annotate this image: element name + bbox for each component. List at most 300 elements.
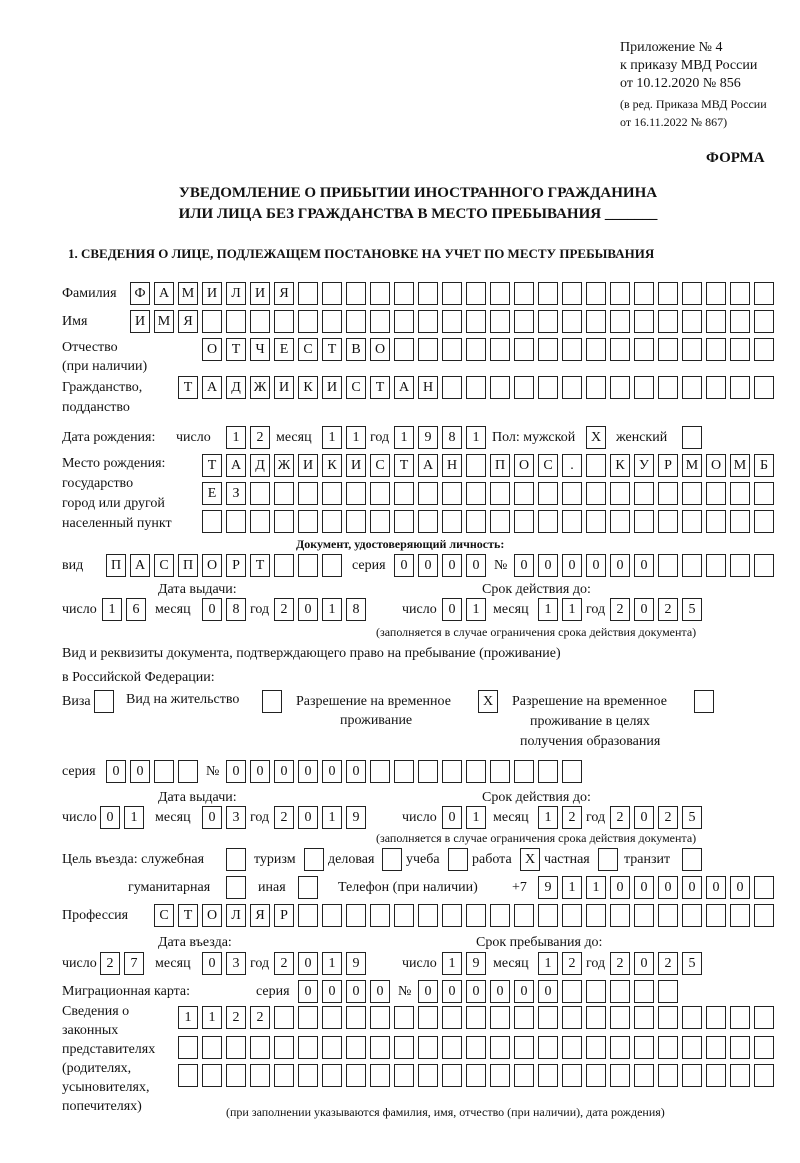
- char-box[interactable]: [706, 904, 726, 927]
- char-box[interactable]: [586, 1064, 606, 1087]
- char-box[interactable]: [610, 980, 630, 1003]
- char-box[interactable]: [298, 1006, 318, 1029]
- char-box[interactable]: 0: [538, 980, 558, 1003]
- char-box[interactable]: [322, 1006, 342, 1029]
- char-box[interactable]: [658, 510, 678, 533]
- char-box[interactable]: [730, 376, 750, 399]
- char-box[interactable]: 0: [682, 876, 702, 899]
- char-box[interactable]: [586, 1006, 606, 1029]
- char-box[interactable]: 2: [658, 598, 678, 621]
- char-box[interactable]: 0: [442, 554, 462, 577]
- char-box[interactable]: 1: [394, 426, 414, 449]
- char-box[interactable]: [610, 1064, 630, 1087]
- char-box[interactable]: [490, 310, 510, 333]
- char-box[interactable]: И: [274, 376, 294, 399]
- char-box[interactable]: [250, 1036, 270, 1059]
- char-box[interactable]: [562, 904, 582, 927]
- char-box[interactable]: [634, 510, 654, 533]
- char-box[interactable]: [298, 482, 318, 505]
- char-box[interactable]: [466, 760, 486, 783]
- char-box[interactable]: [298, 310, 318, 333]
- char-box[interactable]: [490, 904, 510, 927]
- char-box[interactable]: [514, 482, 534, 505]
- char-box[interactable]: [730, 310, 750, 333]
- char-box[interactable]: [442, 1064, 462, 1087]
- char-box[interactable]: [370, 510, 390, 533]
- char-box[interactable]: [754, 876, 774, 899]
- char-box[interactable]: [706, 1064, 726, 1087]
- char-box[interactable]: 0: [610, 876, 630, 899]
- char-box[interactable]: [370, 904, 390, 927]
- char-box[interactable]: [754, 376, 774, 399]
- char-box[interactable]: И: [202, 282, 222, 305]
- char-box[interactable]: 2: [562, 806, 582, 829]
- char-box[interactable]: [322, 904, 342, 927]
- char-box[interactable]: [346, 1036, 366, 1059]
- char-box[interactable]: 1: [322, 426, 342, 449]
- char-box[interactable]: [514, 282, 534, 305]
- char-box[interactable]: [682, 554, 702, 577]
- char-box[interactable]: 9: [418, 426, 438, 449]
- char-box[interactable]: [514, 760, 534, 783]
- char-box[interactable]: 0: [706, 876, 726, 899]
- char-box[interactable]: 0: [466, 554, 486, 577]
- char-box[interactable]: [226, 510, 246, 533]
- char-box[interactable]: [322, 554, 342, 577]
- char-box[interactable]: [466, 904, 486, 927]
- char-box[interactable]: Т: [202, 454, 222, 477]
- char-box[interactable]: [514, 1064, 534, 1087]
- char-box[interactable]: [322, 282, 342, 305]
- char-box[interactable]: [202, 310, 222, 333]
- char-box[interactable]: [634, 376, 654, 399]
- char-box[interactable]: 2: [250, 1006, 270, 1029]
- char-box[interactable]: 0: [298, 980, 318, 1003]
- char-box[interactable]: [490, 282, 510, 305]
- char-box[interactable]: 1: [322, 598, 342, 621]
- checkbox[interactable]: [298, 876, 318, 899]
- char-box[interactable]: [730, 1064, 750, 1087]
- char-box[interactable]: 2: [610, 598, 630, 621]
- char-box[interactable]: 6: [126, 598, 146, 621]
- char-box[interactable]: [586, 338, 606, 361]
- char-box[interactable]: [394, 760, 414, 783]
- char-box[interactable]: [298, 904, 318, 927]
- char-box[interactable]: 1: [322, 952, 342, 975]
- char-box[interactable]: [418, 760, 438, 783]
- char-box[interactable]: 0: [202, 598, 222, 621]
- char-box[interactable]: 1: [178, 1006, 198, 1029]
- char-box[interactable]: [634, 310, 654, 333]
- char-box[interactable]: [562, 310, 582, 333]
- char-box[interactable]: [682, 338, 702, 361]
- char-box[interactable]: 0: [226, 760, 246, 783]
- char-box[interactable]: 0: [442, 598, 462, 621]
- char-box[interactable]: [418, 282, 438, 305]
- char-box[interactable]: 8: [442, 426, 462, 449]
- char-box[interactable]: 0: [538, 554, 558, 577]
- char-box[interactable]: Т: [178, 904, 198, 927]
- char-box[interactable]: [754, 1036, 774, 1059]
- char-box[interactable]: [586, 310, 606, 333]
- char-box[interactable]: [658, 1036, 678, 1059]
- char-box[interactable]: Е: [274, 338, 294, 361]
- char-box[interactable]: [706, 338, 726, 361]
- char-box[interactable]: О: [202, 554, 222, 577]
- char-box[interactable]: 0: [298, 760, 318, 783]
- char-box[interactable]: [442, 282, 462, 305]
- char-box[interactable]: 0: [106, 760, 126, 783]
- char-box[interactable]: .: [562, 454, 582, 477]
- char-box[interactable]: [514, 376, 534, 399]
- checkbox[interactable]: [448, 848, 468, 871]
- char-box[interactable]: [298, 282, 318, 305]
- char-box[interactable]: [538, 282, 558, 305]
- char-box[interactable]: [394, 282, 414, 305]
- char-box[interactable]: [442, 310, 462, 333]
- char-box[interactable]: 2: [100, 952, 120, 975]
- char-box[interactable]: [610, 904, 630, 927]
- char-box[interactable]: [538, 482, 558, 505]
- char-box[interactable]: К: [322, 454, 342, 477]
- char-box[interactable]: [490, 1036, 510, 1059]
- char-box[interactable]: [634, 282, 654, 305]
- char-box[interactable]: [442, 1006, 462, 1029]
- char-box[interactable]: 0: [514, 980, 534, 1003]
- char-box[interactable]: [322, 510, 342, 533]
- char-box[interactable]: [682, 1036, 702, 1059]
- char-box[interactable]: 0: [442, 806, 462, 829]
- char-box[interactable]: [538, 1064, 558, 1087]
- char-box[interactable]: [754, 310, 774, 333]
- char-box[interactable]: С: [154, 904, 174, 927]
- char-box[interactable]: [634, 980, 654, 1003]
- char-box[interactable]: [562, 482, 582, 505]
- char-box[interactable]: 0: [346, 980, 366, 1003]
- char-box[interactable]: [706, 482, 726, 505]
- char-box[interactable]: [514, 338, 534, 361]
- char-box[interactable]: С: [370, 454, 390, 477]
- char-box[interactable]: [490, 760, 510, 783]
- char-box[interactable]: О: [202, 338, 222, 361]
- char-box[interactable]: [250, 482, 270, 505]
- char-box[interactable]: С: [298, 338, 318, 361]
- char-box[interactable]: [322, 310, 342, 333]
- char-box[interactable]: [658, 1006, 678, 1029]
- char-box[interactable]: [586, 454, 606, 477]
- char-box[interactable]: Р: [226, 554, 246, 577]
- char-box[interactable]: И: [346, 454, 366, 477]
- char-box[interactable]: [730, 482, 750, 505]
- char-box[interactable]: 1: [124, 806, 144, 829]
- char-box[interactable]: [466, 376, 486, 399]
- char-box[interactable]: 0: [322, 760, 342, 783]
- char-box[interactable]: [562, 510, 582, 533]
- char-box[interactable]: [538, 760, 558, 783]
- char-box[interactable]: [514, 310, 534, 333]
- char-box[interactable]: Ж: [274, 454, 294, 477]
- char-box[interactable]: [730, 282, 750, 305]
- char-box[interactable]: [274, 510, 294, 533]
- char-box[interactable]: [490, 376, 510, 399]
- char-box[interactable]: 1: [466, 426, 486, 449]
- char-box[interactable]: [154, 760, 174, 783]
- char-box[interactable]: [370, 1064, 390, 1087]
- checkbox[interactable]: [94, 690, 114, 713]
- char-box[interactable]: [442, 482, 462, 505]
- char-box[interactable]: М: [730, 454, 750, 477]
- char-box[interactable]: [394, 338, 414, 361]
- char-box[interactable]: [274, 310, 294, 333]
- char-box[interactable]: 2: [610, 806, 630, 829]
- char-box[interactable]: [538, 510, 558, 533]
- char-box[interactable]: [562, 376, 582, 399]
- char-box[interactable]: Я: [274, 282, 294, 305]
- char-box[interactable]: Р: [274, 904, 294, 927]
- char-box[interactable]: [562, 1006, 582, 1029]
- char-box[interactable]: 0: [634, 554, 654, 577]
- char-box[interactable]: [346, 510, 366, 533]
- char-box[interactable]: [490, 482, 510, 505]
- char-box[interactable]: 0: [346, 760, 366, 783]
- char-box[interactable]: 9: [466, 952, 486, 975]
- checkbox[interactable]: [304, 848, 324, 871]
- char-box[interactable]: 0: [100, 806, 120, 829]
- char-box[interactable]: [346, 1064, 366, 1087]
- checkbox[interactable]: [694, 690, 714, 713]
- char-box[interactable]: [586, 482, 606, 505]
- char-box[interactable]: 2: [226, 1006, 246, 1029]
- char-box[interactable]: И: [130, 310, 150, 333]
- char-box[interactable]: Н: [418, 376, 438, 399]
- char-box[interactable]: [274, 554, 294, 577]
- char-box[interactable]: Я: [178, 310, 198, 333]
- char-box[interactable]: О: [514, 454, 534, 477]
- char-box[interactable]: 1: [538, 598, 558, 621]
- char-box[interactable]: [274, 1006, 294, 1029]
- char-box[interactable]: [202, 510, 222, 533]
- char-box[interactable]: [226, 310, 246, 333]
- char-box[interactable]: 1: [202, 1006, 222, 1029]
- char-box[interactable]: 9: [538, 876, 558, 899]
- char-box[interactable]: [418, 482, 438, 505]
- char-box[interactable]: Б: [754, 454, 774, 477]
- char-box[interactable]: [322, 1036, 342, 1059]
- char-box[interactable]: Т: [370, 376, 390, 399]
- char-box[interactable]: [730, 338, 750, 361]
- char-box[interactable]: Р: [658, 454, 678, 477]
- char-box[interactable]: 2: [250, 426, 270, 449]
- char-box[interactable]: 0: [490, 980, 510, 1003]
- char-box[interactable]: [466, 1006, 486, 1029]
- checkbox[interactable]: [682, 848, 702, 871]
- char-box[interactable]: О: [706, 454, 726, 477]
- char-box[interactable]: [610, 510, 630, 533]
- char-box[interactable]: 1: [562, 598, 582, 621]
- char-box[interactable]: 0: [202, 806, 222, 829]
- char-box[interactable]: [682, 1064, 702, 1087]
- char-box[interactable]: О: [202, 904, 222, 927]
- char-box[interactable]: 1: [562, 876, 582, 899]
- char-box[interactable]: А: [202, 376, 222, 399]
- char-box[interactable]: [682, 376, 702, 399]
- char-box[interactable]: [466, 510, 486, 533]
- char-box[interactable]: [538, 338, 558, 361]
- char-box[interactable]: 2: [274, 598, 294, 621]
- char-box[interactable]: [682, 482, 702, 505]
- char-box[interactable]: [442, 1036, 462, 1059]
- checkbox[interactable]: [262, 690, 282, 713]
- char-box[interactable]: [706, 554, 726, 577]
- char-box[interactable]: 0: [634, 876, 654, 899]
- char-box[interactable]: 0: [418, 554, 438, 577]
- char-box[interactable]: [274, 1064, 294, 1087]
- char-box[interactable]: [370, 1036, 390, 1059]
- char-box[interactable]: [586, 510, 606, 533]
- char-box[interactable]: [586, 904, 606, 927]
- char-box[interactable]: 0: [370, 980, 390, 1003]
- char-box[interactable]: [706, 310, 726, 333]
- char-box[interactable]: [754, 338, 774, 361]
- char-box[interactable]: А: [130, 554, 150, 577]
- char-box[interactable]: [418, 310, 438, 333]
- char-box[interactable]: 0: [634, 952, 654, 975]
- char-box[interactable]: 0: [298, 598, 318, 621]
- char-box[interactable]: В: [346, 338, 366, 361]
- char-box[interactable]: 0: [418, 980, 438, 1003]
- char-box[interactable]: [730, 1036, 750, 1059]
- char-box[interactable]: 9: [346, 806, 366, 829]
- char-box[interactable]: [178, 1064, 198, 1087]
- char-box[interactable]: [610, 482, 630, 505]
- char-box[interactable]: А: [226, 454, 246, 477]
- char-box[interactable]: [682, 282, 702, 305]
- char-box[interactable]: [394, 310, 414, 333]
- char-box[interactable]: С: [154, 554, 174, 577]
- char-box[interactable]: [610, 282, 630, 305]
- char-box[interactable]: [514, 510, 534, 533]
- char-box[interactable]: [730, 1006, 750, 1029]
- char-box[interactable]: [370, 760, 390, 783]
- char-box[interactable]: [658, 554, 678, 577]
- char-box[interactable]: 7: [124, 952, 144, 975]
- char-box[interactable]: А: [418, 454, 438, 477]
- char-box[interactable]: 0: [514, 554, 534, 577]
- char-box[interactable]: 1: [538, 806, 558, 829]
- char-box[interactable]: 2: [562, 952, 582, 975]
- char-box[interactable]: [538, 1036, 558, 1059]
- char-box[interactable]: [562, 980, 582, 1003]
- char-box[interactable]: И: [250, 282, 270, 305]
- char-box[interactable]: [394, 904, 414, 927]
- char-box[interactable]: [202, 1064, 222, 1087]
- char-box[interactable]: [562, 338, 582, 361]
- char-box[interactable]: [634, 482, 654, 505]
- char-box[interactable]: [298, 1036, 318, 1059]
- char-box[interactable]: Н: [442, 454, 462, 477]
- char-box[interactable]: [634, 1064, 654, 1087]
- char-box[interactable]: [634, 1006, 654, 1029]
- char-box[interactable]: [562, 282, 582, 305]
- char-box[interactable]: [466, 454, 486, 477]
- char-box[interactable]: 2: [274, 806, 294, 829]
- char-box[interactable]: 0: [730, 876, 750, 899]
- char-box[interactable]: [250, 310, 270, 333]
- char-box[interactable]: П: [490, 454, 510, 477]
- char-box[interactable]: [370, 482, 390, 505]
- char-box[interactable]: 8: [226, 598, 246, 621]
- char-box[interactable]: [370, 310, 390, 333]
- char-box[interactable]: [610, 1036, 630, 1059]
- char-box[interactable]: [370, 1006, 390, 1029]
- char-box[interactable]: 0: [298, 952, 318, 975]
- char-box[interactable]: [466, 482, 486, 505]
- char-box[interactable]: И: [298, 454, 318, 477]
- char-box[interactable]: [226, 1036, 246, 1059]
- char-box[interactable]: 0: [634, 806, 654, 829]
- char-box[interactable]: [658, 1064, 678, 1087]
- char-box[interactable]: [754, 510, 774, 533]
- char-box[interactable]: Л: [226, 282, 246, 305]
- char-box[interactable]: 0: [274, 760, 294, 783]
- char-box[interactable]: 0: [634, 598, 654, 621]
- char-box[interactable]: [730, 510, 750, 533]
- char-box[interactable]: Л: [226, 904, 246, 927]
- char-box[interactable]: [298, 1064, 318, 1087]
- char-box[interactable]: 2: [658, 806, 678, 829]
- char-box[interactable]: [634, 338, 654, 361]
- char-box[interactable]: [178, 760, 198, 783]
- char-box[interactable]: [754, 904, 774, 927]
- char-box[interactable]: [514, 904, 534, 927]
- char-box[interactable]: 5: [682, 952, 702, 975]
- char-box[interactable]: [514, 1006, 534, 1029]
- char-box[interactable]: 0: [466, 980, 486, 1003]
- char-box[interactable]: 0: [586, 554, 606, 577]
- char-box[interactable]: [682, 904, 702, 927]
- char-box[interactable]: [658, 310, 678, 333]
- char-box[interactable]: 0: [562, 554, 582, 577]
- char-box[interactable]: [466, 338, 486, 361]
- char-box[interactable]: [538, 376, 558, 399]
- char-box[interactable]: [298, 510, 318, 533]
- char-box[interactable]: Т: [250, 554, 270, 577]
- char-box[interactable]: [466, 310, 486, 333]
- char-box[interactable]: [346, 482, 366, 505]
- char-box[interactable]: [418, 1064, 438, 1087]
- char-box[interactable]: К: [298, 376, 318, 399]
- char-box[interactable]: [322, 1064, 342, 1087]
- char-box[interactable]: [442, 376, 462, 399]
- char-box[interactable]: Е: [202, 482, 222, 505]
- char-box[interactable]: [418, 904, 438, 927]
- char-box[interactable]: [658, 376, 678, 399]
- char-box[interactable]: Ч: [250, 338, 270, 361]
- char-box[interactable]: [250, 510, 270, 533]
- char-box[interactable]: 1: [322, 806, 342, 829]
- char-box[interactable]: 5: [682, 598, 702, 621]
- char-box[interactable]: [274, 1036, 294, 1059]
- char-box[interactable]: [562, 1036, 582, 1059]
- char-box[interactable]: [466, 282, 486, 305]
- checkbox[interactable]: [382, 848, 402, 871]
- char-box[interactable]: [586, 980, 606, 1003]
- char-box[interactable]: [682, 510, 702, 533]
- char-box[interactable]: М: [682, 454, 702, 477]
- char-box[interactable]: Т: [322, 338, 342, 361]
- char-box[interactable]: М: [154, 310, 174, 333]
- char-box[interactable]: О: [370, 338, 390, 361]
